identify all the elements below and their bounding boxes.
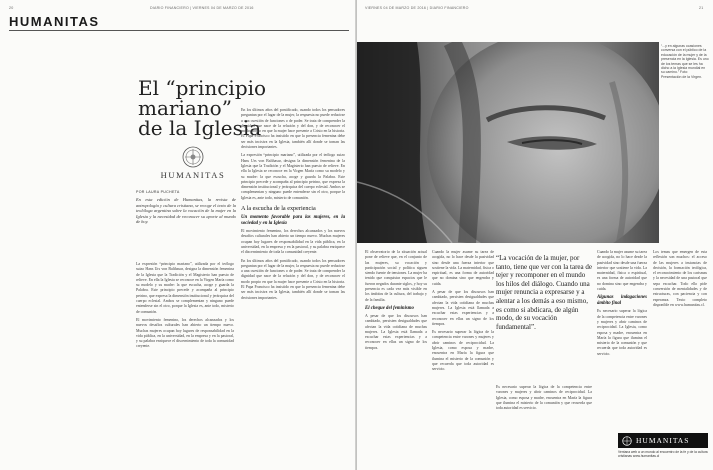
left-column-3 [241, 108, 345, 468]
italic-subheading: Un momento favorable para las mujeres, en la sociedad y en la Iglesia [241, 215, 345, 227]
logo-wordmark: HUMANITAS [160, 170, 226, 180]
headline-line-1: El “principio mariano” [138, 76, 267, 120]
right-page [357, 0, 713, 470]
ad-banner [618, 433, 708, 448]
article-intro: En esta edición de Humanitas, la revista de antropología y cultura cristiana, se recoge el texto de la teolóloga argentina sobre la vocación de la mujer en la Iglesia y la necesidad de reconocer su aporte al mundo de hoy. [136, 197, 236, 225]
column-text-c: En los últimos años del pontificado, cuando todos los pensadores preguntan por el lugar de la mujer, la respuesta no puede reducirse a una cuestión de funciones o de poder. Se trata de comprender la dignidad que nace de la relación y del don, y de reconocer el modo propio en que la mujer hace presente a Cristo en la historia. El Papa Francisco ha insistido en que la presencia femenina debe ser más incisiva en la Iglesia, también allí donde se toman las decisiones importantes. [241, 258, 345, 300]
page-number-right: 21 [699, 6, 704, 10]
right-column-3-lower [496, 385, 592, 467]
column-text-b: A pesar de que los discursos han cambiado, persisten desigualdades que afectan la vida cotidiana de muchas mujeres. La Iglesia está llamada a escuchar estas experiencias y a reconocer en ellas un signo de los tiempos. [365, 313, 427, 350]
running-head-right: VIERNES 04 DE MARZO DE 2016 | DIARIO FINANCIERO [365, 6, 469, 10]
ad-text: Ventana web a un mundo al encuentro de la fe y de la cultura cristianas www.humanitas.cl [618, 450, 708, 458]
column-text-b: El movimiento femenino, los derechos alcanzados y los nuevos desafíos culturales han abierto un tiempo nuevo. Muchas mujeres ocupan hoy lugares de responsabilidad en la vida pública, en la universidad, en la empresa y en la pastoral, y su palabra enriquece el discernimiento de toda la comunidad creyente. [241, 229, 345, 255]
column-text-c: Es necesario superar la lógica de la competencia entre varones y mujeres y abrir caminos de reciprocidad. La Iglesia, como esposa y madre, encuentra en María la figura que ilumina el misterio de la comunión y que recuerda que toda autoridad es servicio. [432, 330, 494, 372]
column-text: El observatorio de la situación actual pone de relieve que, en el conjunto de las mujeres, su vocación y participación social y política siguen siendo fuente de tensiones. La mujer ha tenido que conquistar espacios que le fueron negados durante siglos, y hoy su presencia es cada vez más visible en los ámbitos de la cultura, del trabajo y de la familia. [365, 250, 427, 302]
column-text-cont: El movimiento femenino, los derechos alcanzados y los nuevos desafíos culturales han abierto un tiempo nuevo. Muchas mujeres ocupan hoy lugares de responsabilidad en la vida pública, en la universidad, en la empresa y en la pastoral, y su palabra enriquece el discernimiento de toda la comunidad creyente. [136, 317, 234, 349]
humanitas-ad[interactable] [618, 433, 708, 463]
right-column-5 [653, 250, 707, 428]
column-text: Es necesario superar la lógica de la competencia entre varones y mujeres y abrir caminos de reciprocidad. La Iglesia, como esposa y madre, encuentra en María la figura que ilumina el misterio de la comunión y que recuerda que toda autoridad es servicio. [496, 385, 592, 411]
subheading-italic: Algunas indagaciones ámbito final [597, 295, 647, 307]
subheading: A la escucha de la experiencia [241, 205, 316, 213]
humanitas-emblem-icon [622, 436, 632, 446]
subheading-italic: El cheque del feminismo [365, 305, 414, 311]
article-photo [357, 42, 659, 243]
column-text: Cuando la mujer asume su tarea de acogida, no lo hace desde la pasividad sino desde una fuerza interior que sostiene la vida. La maternidad, física o espiritual, es una forma de autoridad que no domina sino que engendra y cuida. [597, 250, 647, 292]
statue-face-image [357, 42, 659, 243]
left-column-2 [136, 262, 234, 468]
photo-caption: “...y en algunas ocasiones conversa con el público de la educación de la mujer y de la presencia en la Iglesia. Es uno de los temas que se les ha dicho a la Iglesia mundial en su camino.” Foto: Presentación de la Virgen. [661, 44, 709, 79]
right-column-2 [432, 250, 494, 466]
column-text: Cuando la mujer asume su tarea de acogida, no lo hace desde la pasividad sino desde una fuerza interior que sostiene la vida. La maternidad, física o espiritual, es una forma de autoridad que no domina sino que engendra y cuida. [432, 250, 494, 286]
column-text-b: Es necesario superar la lógica de la competencia entre varones y mujeres y abrir caminos de reciprocidad. La Iglesia, como esposa y madre, encuentra en María la figura que ilumina el misterio de la comunión y que recuerda que toda autoridad es servicio. [597, 309, 647, 356]
section-title: HUMANITAS [9, 14, 100, 29]
column-text: La expresión “principio mariano”, utilizada por el teólogo suizo Hans Urs von Balthasar, designa la dimensión femenina de la Iglesia que la Tradición y el Magisterio han puesto de relieve. En ella la Iglesia se reconoce en la Virgen María como su modelo y su madre: la que escucha, acoge y guarda la Palabra. Este principio precede y acompaña al principio petrino, que expresa la dimensión institucional y jerárquica del cuerpo eclesial. Ambos se complementan y ninguno puede entenderse sin el otro, porque la Iglesia es, ante todo, misterio de comunión. [136, 262, 234, 314]
humanitas-emblem-icon [182, 146, 204, 168]
right-column-1 [365, 250, 427, 466]
ad-wordmark: HUMANITAS [636, 436, 690, 445]
running-head-left: DIARIO FINANCIERO | VIERNES 04 DE MARZO DE 2016 [150, 6, 254, 10]
column-text-b: A pesar de que los discursos han cambiado, persisten desigualdades que afectan la vida cotidiana de muchas mujeres. La Iglesia está llamada a escuchar estas experiencias y a reconocer en ellas un signo de los tiempos. [432, 290, 494, 326]
byline: POR LAURA PUCHETA [136, 190, 180, 194]
column-text: Los temas que emergen de esta reflexión son muchos: el acceso de las mujeres a instancias de decisión, la formación teológica, el reconocimiento de los carismas y la necesidad de una pastoral que sepa escuchar. Todo ello pide conversión de mentalidades y de estructuras, con paciencia y con esperanza. Texto completo disponible en www.humanitas.cl. [653, 250, 707, 307]
pull-quote: “La vocación de la mujer, por tanto, tiene que ver con la tarea de tejer y recomponer en el mundo los hilos del diálogo. Cuando una mujer renuncia a expresarse y a alentar a los demás a eso mismo, es como si abdicara, de algún modo, de su vocación fundamental”. [496, 254, 593, 331]
left-page [0, 0, 356, 470]
humanitas-logo [150, 146, 236, 180]
column-text-extra: La expresión “principio mariano”, utilizada por el teólogo suizo Hans Urs von Balthasar, designa la dimensión femenina de la Iglesia que la Tradición y el Magisterio han puesto de relieve. En ella la Iglesia se reconoce en la Virgen María como su modelo y su madre: la que escucha, acoge y guarda la Palabra. Este principio precede y acompaña al principio petrino, que expresa la dimensión institucional y jerárquica del cuerpo eclesial. Ambos se complementan y ninguno puede entenderse sin el otro, porque la Iglesia es, ante todo, misterio de comunión. [241, 153, 345, 200]
page-number-left: 20 [9, 6, 14, 10]
section-rule [9, 30, 349, 31]
column-text: En los últimos años del pontificado, cuando todos los pensadores preguntan por el lugar de la mujer, la respuesta no puede reducirse a una cuestión de funciones o de poder. Se trata de comprender la dignidad que nace de la relación y del don, y de reconocer el modo propio en que la mujer hace presente a Cristo en la historia. El Papa Francisco ha insistido en que la presencia femenina debe ser más incisiva en la Iglesia, también allí donde se toman las decisiones importantes. [241, 108, 345, 150]
headline-line-2: de la Iglesia [138, 116, 262, 140]
